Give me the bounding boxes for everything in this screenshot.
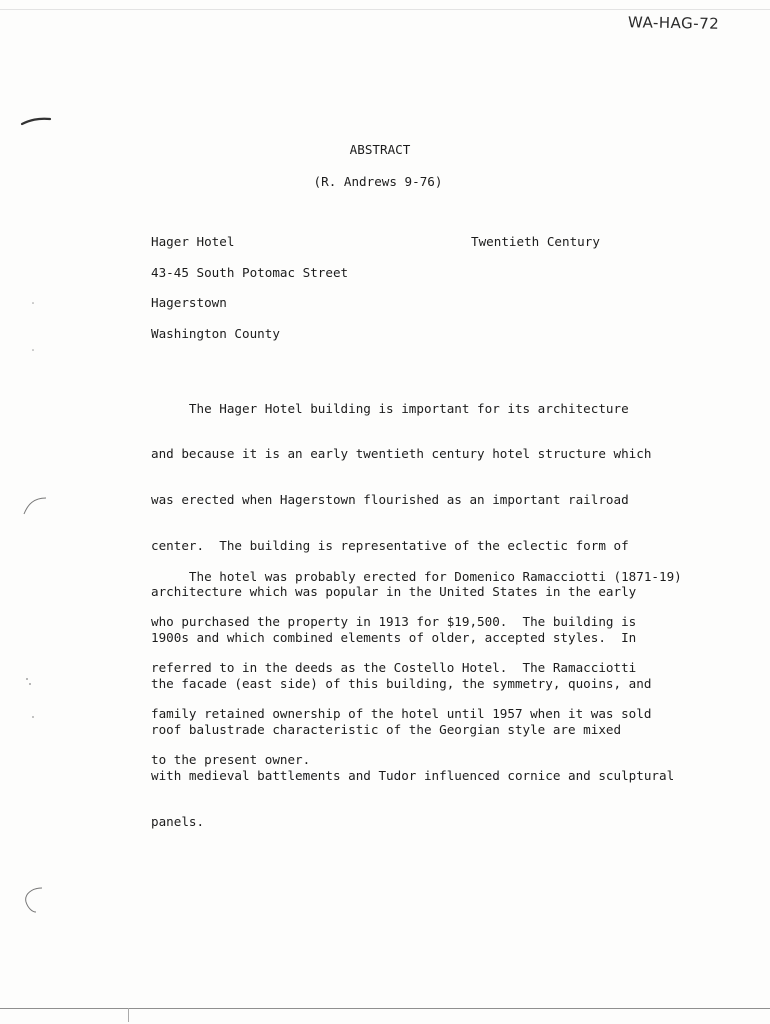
text-line: roof balustrade characteristic of the Georgian style are mixed: [151, 721, 622, 737]
document-heading: ABSTRACT: [349, 142, 411, 157]
city: Hagerstown: [151, 295, 227, 310]
scan-edge-bottom: [0, 1008, 770, 1009]
text-line: 1900s and which combined elements of older, accepted styles. In: [151, 630, 637, 646]
text-line: and because it is an early twentieth century hotel structure which: [151, 446, 652, 462]
text-line: architecture which was popular in the United States in the early: [151, 584, 637, 600]
text-line: who purchased the property in 1913 for $19,500. The building is: [151, 614, 637, 630]
scan-mark-arrow: [20, 112, 52, 128]
scan-edge-tick: [128, 1008, 129, 1022]
text-line: The hotel was probably erected for Domenico Ramacciotti (1871-19): [151, 568, 682, 584]
archive-id-handwritten: WA-HAG-72: [627, 13, 720, 33]
text-line: with medieval battlements and Tudor influenced cornice and sculptural: [151, 767, 675, 783]
address: 43-45 South Potomac Street: [151, 265, 349, 280]
author-line: (R. Andrews 9-76): [313, 174, 443, 189]
text-line: The Hager Hotel building is important for its architecture: [151, 400, 629, 416]
property-name: Hager Hotel: [151, 234, 235, 249]
text-line: to the present owner.: [151, 752, 311, 768]
text-line: panels.: [151, 813, 205, 829]
county: Washington County: [151, 326, 280, 341]
scan-mark-curl: [22, 494, 48, 516]
text-line: the facade (east side) of this building, the symmetry, quoins, and: [151, 675, 652, 691]
scan-mark-dots: [24, 676, 34, 688]
scan-mark-speck: [30, 714, 36, 720]
text-line: center. The building is representative of the eclectic form of: [151, 538, 629, 554]
text-line: referred to in the deeds as the Costello Hotel. The Ramacciotti: [151, 660, 637, 676]
scan-mark-specks: [30, 300, 36, 360]
text-line: family retained ownership of the hotel until 1957 when it was sold: [151, 706, 652, 722]
text-line: was erected when Hagerstown flourished as an important railroad: [151, 492, 629, 508]
scan-edge-top: [0, 9, 770, 10]
period: Twentieth Century: [471, 234, 600, 249]
paragraph-history: [151, 538, 691, 798]
scan-mark-hook: [20, 884, 46, 914]
